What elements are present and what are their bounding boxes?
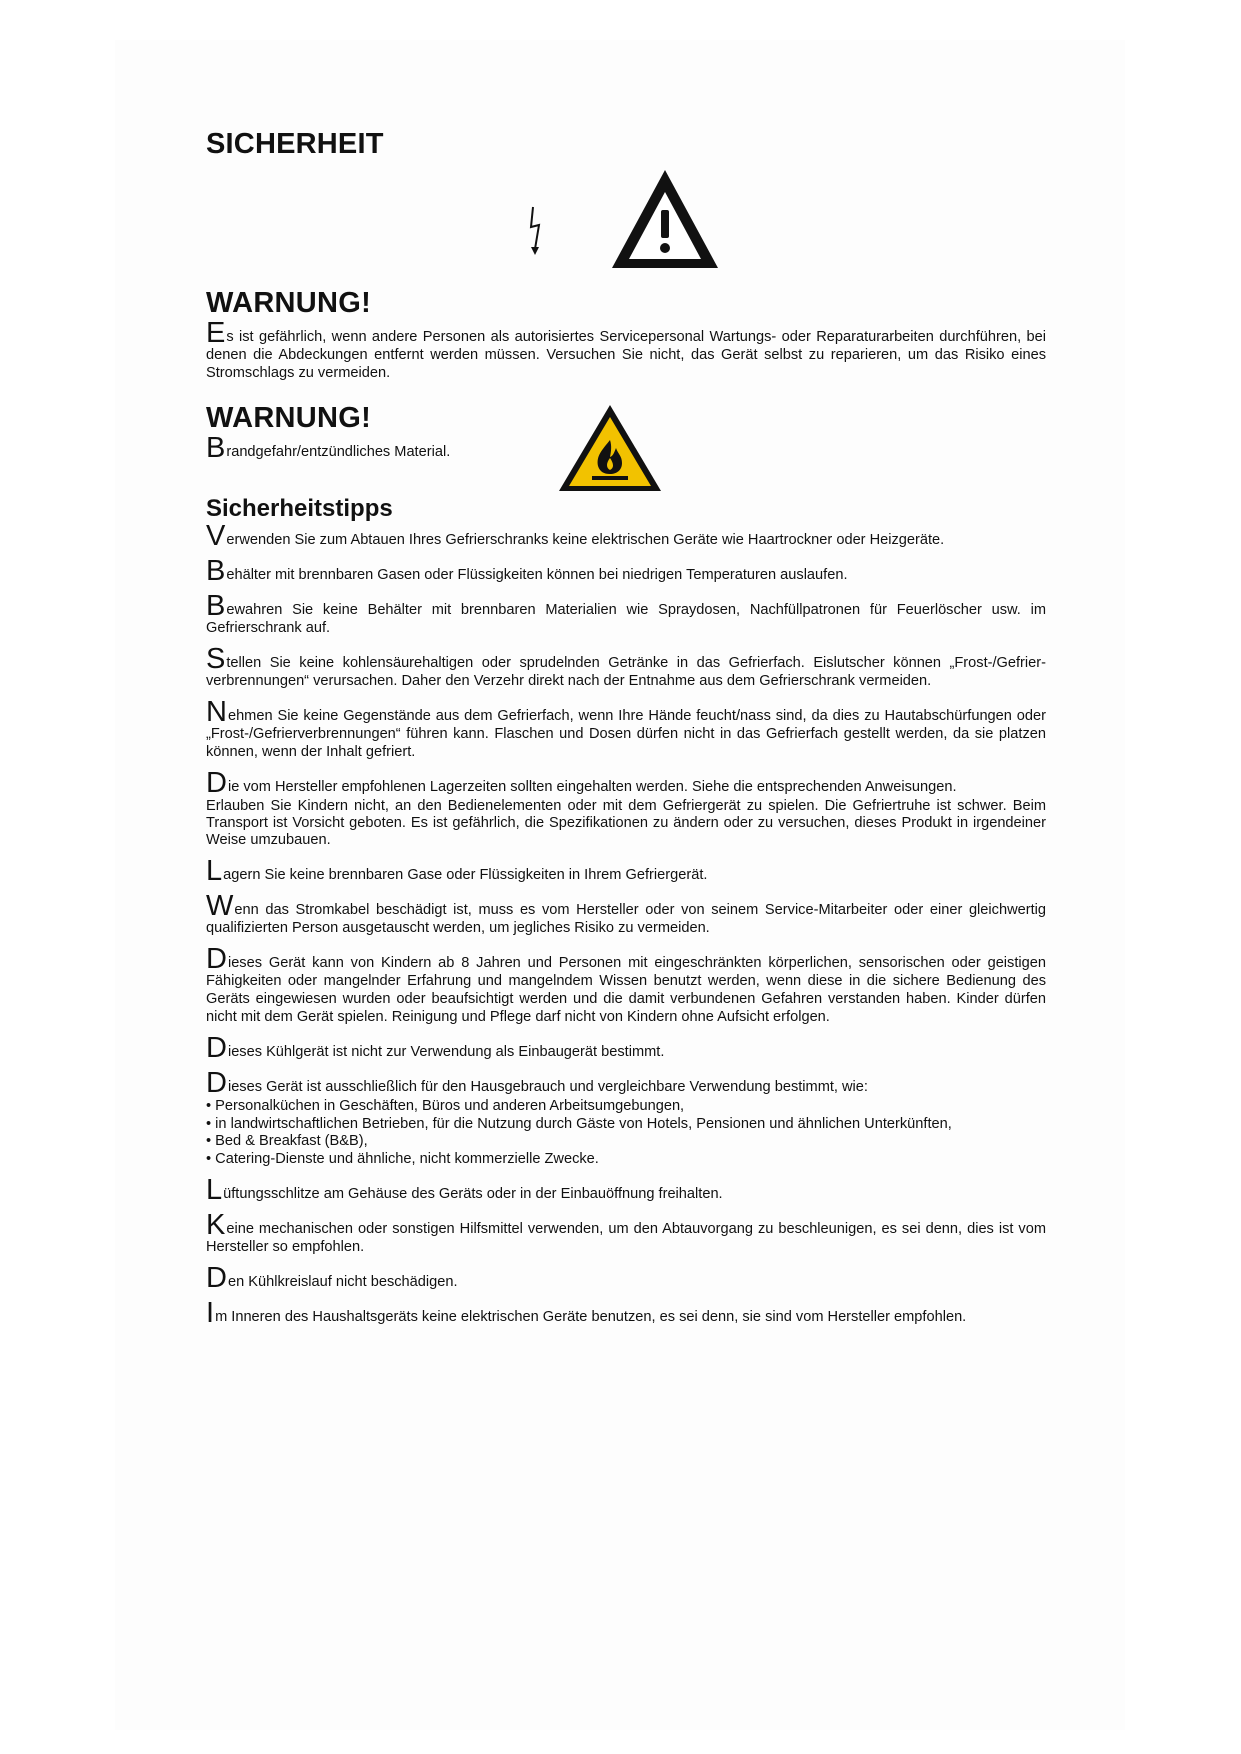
drop-cap: N: [206, 696, 227, 728]
tips-title: Sicherheitstipps: [206, 495, 393, 522]
drop-cap: L: [206, 1174, 223, 1206]
list-item: • Catering-Dienste und ähnliche, nicht kommerzielle Zwecke.: [206, 1151, 1046, 1169]
tip-text: ie vom Hersteller empfohlenen Lagerzeiten sollten eingehalten werden. Siehe die entsprechenden Anweisungen.: [227, 779, 957, 795]
usage-bullet-list: [206, 1098, 1046, 1168]
list-item: • Personalküchen in Geschäften, Büros und anderen Arbeitsumgebungen,: [206, 1098, 1046, 1116]
warning-1: [206, 287, 1046, 382]
tip-text: tellen Sie keine kohlensäurehaltigen oder sprudelnden Getränke in das Gefrierfach. Eislutscher können „Frost-/Gefrier-verbrennungen“ verursachen. Daher den Verzehr direkt nach der Entnahme aus dem Gefrierschrank vermeiden.: [206, 655, 1046, 689]
tips-list: [206, 520, 1046, 1329]
drop-cap: W: [206, 890, 234, 922]
tip-text: ehmen Sie keine Gegenstände aus dem Gefrierfach, wenn Ihre Hände feucht/nass sind, da dies zu Hautabschürfungen oder „Frost-/Gefrierverbrennungen“ führen kann. Flaschen und Dosen dürfen nicht in das Gefrierfach gestellt werden, da sie platzen können, wenn der Inhalt gefriert.: [206, 708, 1046, 760]
tip-text: ieses Gerät kann von Kindern ab 8 Jahren und Personen mit eingeschränkten körperlichen, sensorischen oder geistigen Fähigkeiten oder mangelnder Erfahrung und mangelndem Wissen benutzt werden, wenn diese in die sichere Bedienung des Geräts eingewiesen wurden oder beaufsichtigt werden und die damit verbundenen Gefahren verstanden haben. Kinder dürfen nicht mit dem Gerät spielen. Reinigung und Pflege darf nicht von Kindern ohne Aufsicht erfolgen.: [206, 955, 1046, 1025]
warning-2-text: Brandgefahr/entzündliches Material.: [206, 432, 451, 464]
tip-item: [206, 1067, 1046, 1099]
list-item: • Bed & Breakfast (B&B),: [206, 1133, 1046, 1151]
tip-item: [206, 943, 1046, 1026]
content: [206, 128, 1046, 1329]
warning-1-text: Es ist gefährlich, wenn andere Personen als autorisiertes Servicepersonal Wartungs- oder Reparaturarbeiten durchführen, bei denen die Abdeckungen entfernt werden müssen. Versuchen Sie nicht, das Gerät selbst zu reparieren, um das Risiko eines Stromschlags zu vermeiden.: [206, 317, 1046, 381]
drop-cap: D: [206, 1262, 227, 1294]
drop-cap: D: [206, 943, 227, 975]
tip-text: erwenden Sie zum Abtauen Ihres Gefrierschranks keine elektrischen Geräte wie Haartrockner oder Heizgeräte.: [226, 532, 945, 548]
tip-item: [206, 1297, 1046, 1329]
tip-item: [206, 1209, 1046, 1256]
drop-cap: D: [206, 1067, 227, 1099]
section-title: SICHERHEIT: [206, 128, 384, 160]
drop-cap: K: [206, 1209, 226, 1241]
tip-item: [206, 855, 1046, 887]
warning-1-title: WARNUNG!: [206, 287, 372, 319]
tip-item: [206, 520, 1046, 552]
tip-text: ewahren Sie keine Behälter mit brennbaren Materialien wie Spraydosen, Nachfüllpatronen für Feuerlöscher usw. im Gefrierschrank auf.: [206, 602, 1046, 636]
drop-cap: B: [206, 432, 226, 464]
tip-item: [206, 555, 1046, 587]
tip-text: ieses Gerät ist ausschließlich für den Hausgebrauch und vergleichbare Verwendung bestimmt, wie:: [227, 1079, 868, 1095]
tip-item: [206, 643, 1046, 690]
tip-text: en Kühlkreislauf nicht beschädigen.: [227, 1274, 458, 1290]
tip-item-extra: Erlauben Sie Kindern nicht, an den Bedienelementen oder mit dem Gefriergerät zu spielen. Die Gefriertruhe ist schwer. Beim Transport ist Vorsicht geboten. Es ist gefährlich, die Spezifikationen zu ändern oder zu versuchen, dieses Produkt in irgendeiner Weise umzubauen.: [206, 798, 1046, 848]
tip-text: eine mechanischen oder sonstigen Hilfsmittel verwenden, um den Abtauvorgang zu beschleunigen, es sei denn, dies ist vom Hersteller so empfohlen.: [206, 1221, 1046, 1255]
drop-cap: I: [206, 1297, 215, 1329]
drop-cap: D: [206, 767, 227, 799]
drop-cap: E: [206, 317, 226, 349]
tip-item: [206, 890, 1046, 937]
drop-cap: B: [206, 590, 226, 622]
drop-cap: L: [206, 855, 223, 887]
tip-item: [206, 590, 1046, 637]
drop-cap: S: [206, 643, 226, 675]
tip-text: m Inneren des Haushaltsgeräts keine elektrischen Geräte benutzen, es sei denn, sie sind vom Hersteller empfohlen.: [215, 1309, 967, 1325]
tip-item: [206, 1032, 1046, 1064]
warning-2: [206, 402, 1046, 464]
tip-text: ieses Kühlgerät ist nicht zur Verwendung als Einbaugerät bestimmt.: [227, 1044, 665, 1060]
warning-2-title: WARNUNG!: [206, 402, 372, 434]
tip-text: ehälter mit brennbaren Gasen oder Flüssigkeiten können bei niedrigen Temperaturen auslaufen.: [226, 567, 848, 583]
tip-text: üftungsschlitze am Gehäuse des Geräts oder in der Einbauöffnung freihalten.: [223, 1186, 723, 1202]
drop-cap: D: [206, 1032, 227, 1064]
tip-item: [206, 696, 1046, 761]
list-item: • in landwirtschaftlichen Betrieben, für die Nutzung durch Gäste von Hotels, Pensionen und ähnlichen Unterkünften,: [206, 1116, 1046, 1134]
tip-text: agern Sie keine brennbaren Gase oder Flüssigkeiten in Ihrem Gefriergerät.: [223, 867, 708, 883]
tip-text: enn das Stromkabel beschädigt ist, muss es vom Hersteller oder von seinem Service-Mitarbeiter oder einer gleichwertig qualifizierten Person ausgetauscht werden, um jegliches Risiko zu vermeiden.: [206, 902, 1046, 936]
tip-item: [206, 1174, 1046, 1206]
tip-item: [206, 767, 1046, 799]
drop-cap: B: [206, 555, 226, 587]
drop-cap: V: [206, 520, 226, 552]
tip-item: [206, 1262, 1046, 1294]
